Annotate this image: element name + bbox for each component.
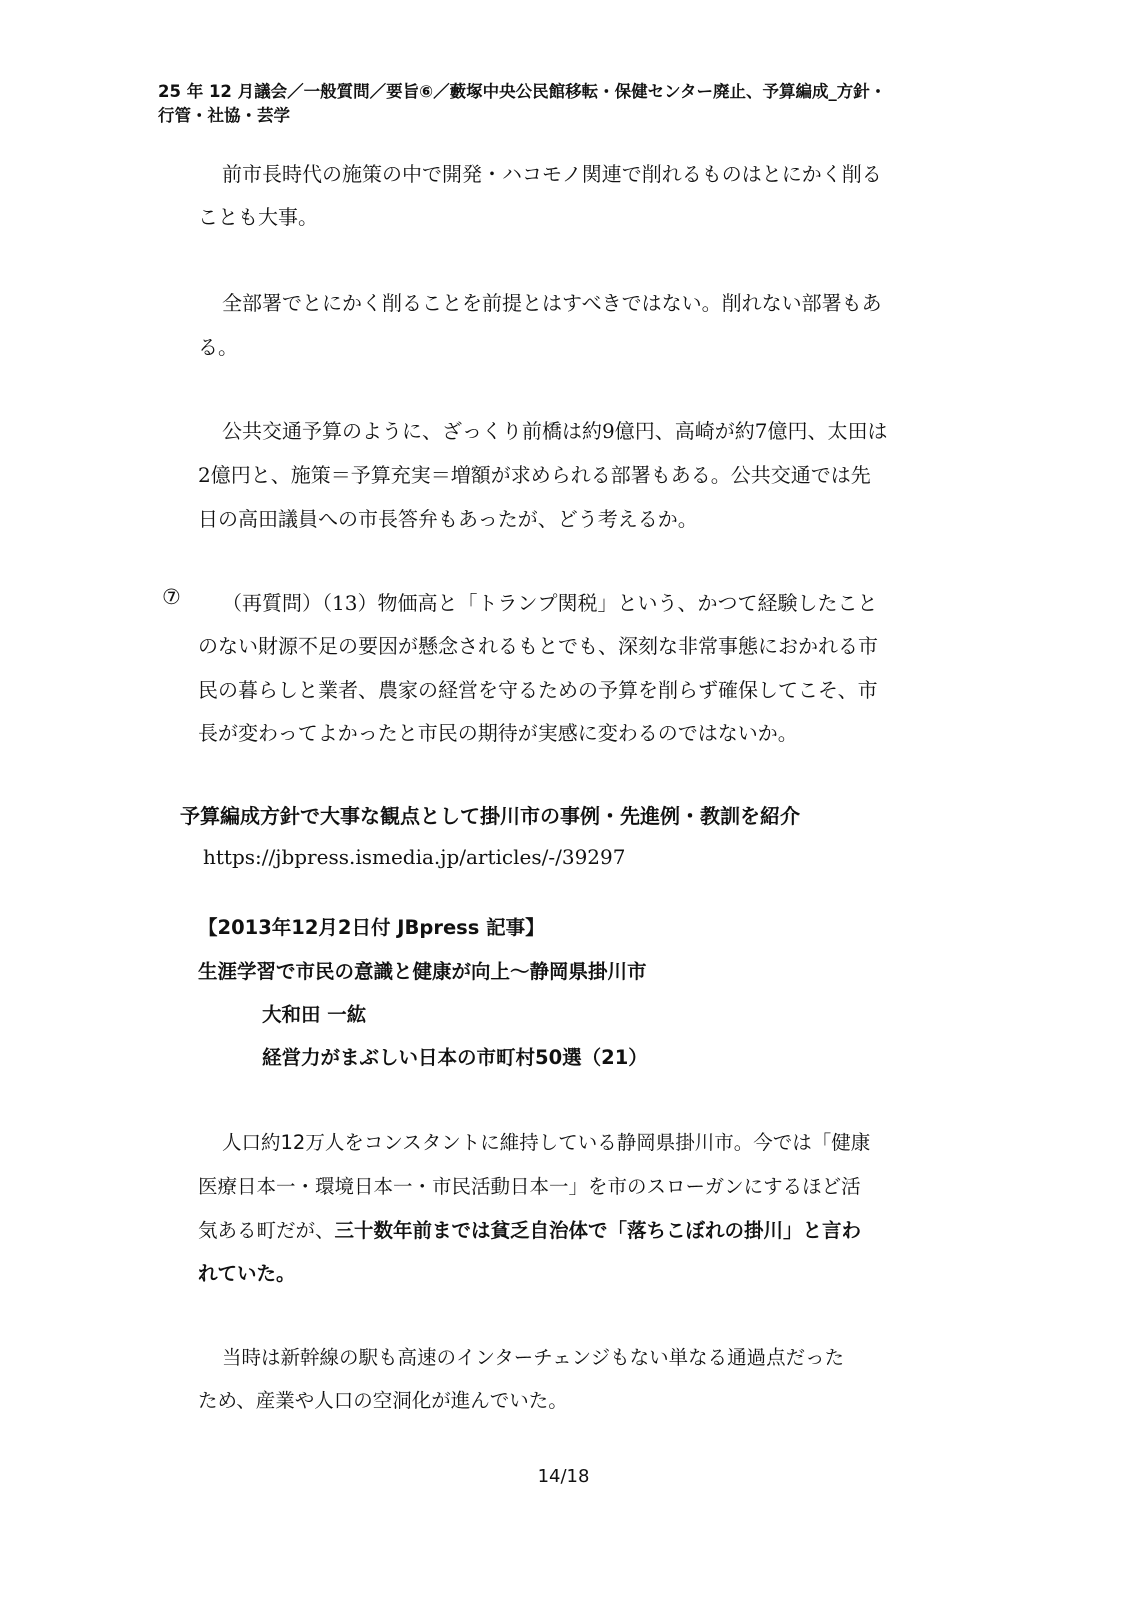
document-header-line-1: 25 年 12 月議会／一般質問／要旨⑥／藪塚中央公民館移転・保健センター廃止、予算編成_方針・ bbox=[158, 82, 887, 101]
article-paragraph-2-line-2: ため、産業や人口の空洞化が進んでいた。 bbox=[198, 1389, 568, 1412]
article-paragraph-1-line-3-plain: 気ある町だが、 bbox=[198, 1219, 335, 1242]
paragraph-2-line-1: 全部署でとにかく削ることを前提とはすべきではない。削れない部署もあ bbox=[222, 291, 882, 315]
article-paragraph-1-line-2: 医療日本一・環境日本一・市民活動日本一」を市のスローガンにするほど活 bbox=[198, 1175, 861, 1198]
article-title: 生涯学習で市民の意識と健康が向上～静岡県掛川市 bbox=[198, 960, 647, 983]
section-heading: 予算編成方針で大事な観点として掛川市の事例・先進例・教訓を紹介 bbox=[180, 804, 800, 828]
paragraph-2-line-2: る。 bbox=[198, 335, 238, 359]
paragraph-3-line-1: 公共交通予算のように、ざっくり前橋は約9億円、高崎が約7億円、太田は bbox=[222, 419, 888, 443]
question-7-line-1: （再質問）（13）物価高と「トランプ関税」という、かつて経験したこと bbox=[222, 591, 878, 615]
article-paragraph-1-line-3-bold: 三十数年前までは貧乏自治体で「落ちこぼれの掛川」と言わ bbox=[334, 1219, 862, 1242]
article-source: 【2013年12月2日付 JBpress 記事】 bbox=[198, 916, 545, 939]
page-number: 14/18 bbox=[537, 1466, 590, 1487]
article-paragraph-1-line-1: 人口約12万人をコンスタントに維持している静岡県掛川市。今では「健康 bbox=[222, 1131, 871, 1154]
article-paragraph-1-line-4: れていた。 bbox=[198, 1262, 296, 1285]
paragraph-3-line-3: 日の高田議員への市長答弁もあったが、どう考えるか。 bbox=[198, 507, 698, 531]
article-author: 大和田 一紘 bbox=[262, 1003, 367, 1026]
paragraph-1-line-1: 前市長時代の施策の中で開発・ハコモノ関連で削れるものはとにかく削る bbox=[222, 162, 882, 186]
article-paragraph-1-line-3 bbox=[198, 1215, 861, 1243]
document-header-line-2: 行管・社協・芸学 bbox=[158, 106, 290, 125]
article-series: 経営力がまぶしい日本の市町村50選（21） bbox=[262, 1046, 648, 1069]
paragraph-1-line-2: ことも大事。 bbox=[198, 205, 318, 229]
article-paragraph-2-line-1: 当時は新幹線の駅も高速のインターチェンジもない単なる通過点だった bbox=[222, 1346, 845, 1369]
question-number: ⑦ bbox=[162, 585, 181, 609]
question-7-line-4: 長が変わってよかったと市民の期待が実感に変わるのではないか。 bbox=[198, 721, 798, 745]
article-url: https://jbpress.ismedia.jp/articles/-/39297 bbox=[203, 845, 626, 869]
paragraph-3-line-2: 2億円と、施策＝予算充実＝増額が求められる部署もある。公共交通では先 bbox=[198, 463, 871, 487]
question-7-line-2: のない財源不足の要因が懸念されるもとでも、深刻な非常事態におかれる市 bbox=[198, 634, 878, 658]
question-7-line-3: 民の暮らしと業者、農家の経営を守るための予算を削らず確保してこそ、市 bbox=[198, 678, 878, 702]
